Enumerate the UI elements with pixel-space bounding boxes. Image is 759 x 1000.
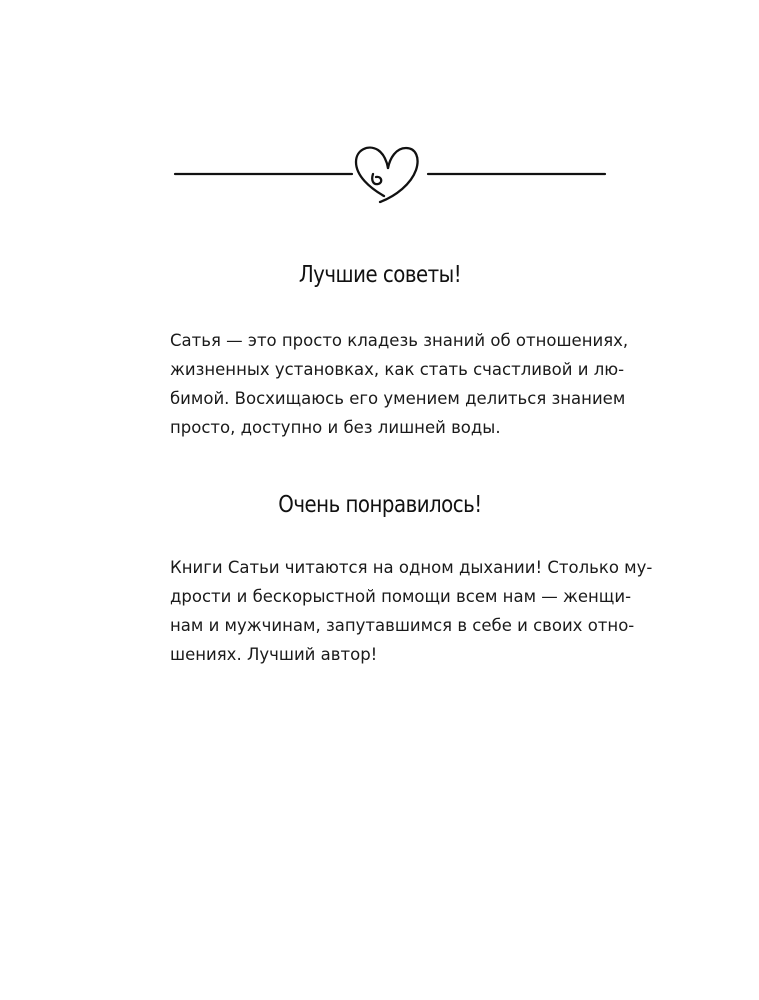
paragraph-line: просто, доступно и без лишней воды. bbox=[170, 418, 501, 437]
paragraph-line: Книги Сатьи читаются на одном дыхании! Столько му- bbox=[170, 558, 653, 577]
review-paragraph-1 bbox=[170, 326, 629, 442]
paragraph-line: дрости и бескорыстной помощи всем нам — женщи- bbox=[170, 587, 632, 606]
paragraph-line: Сатья — это просто кладезь знаний об отношениях, bbox=[170, 331, 629, 350]
heart-divider-icon bbox=[170, 138, 610, 208]
review-paragraph-2 bbox=[170, 553, 653, 669]
paragraph-line: шениях. Лучший автор! bbox=[170, 645, 378, 664]
section-heading-best-advice: Лучшие советы! bbox=[298, 262, 462, 288]
paragraph-line: жизненных установках, как стать счастливой и лю- bbox=[170, 360, 625, 379]
section-heading-really-liked: Очень понравилось! bbox=[278, 492, 482, 518]
paragraph-line: бимой. Восхищаюсь его умением делиться знанием bbox=[170, 389, 626, 408]
heart-icon bbox=[356, 148, 418, 202]
paragraph-line: нам и мужчинам, запутавшимся в себе и своих отно- bbox=[170, 616, 635, 635]
